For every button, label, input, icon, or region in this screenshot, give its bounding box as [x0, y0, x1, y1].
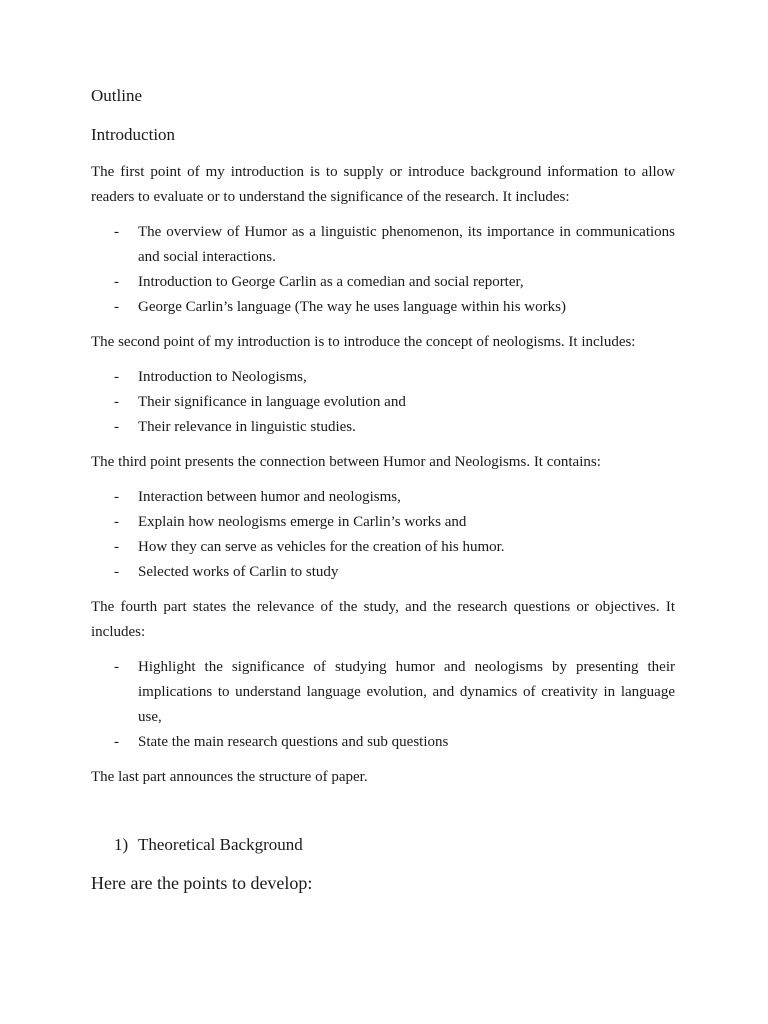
- outline-title: Outline: [91, 86, 142, 105]
- list-item: [91, 485, 675, 510]
- list-item-text: Introduction to George Carlin as a comedian and social reporter,: [138, 274, 524, 290]
- bullet-list-2: [91, 365, 675, 440]
- bullet-marker: -: [114, 274, 119, 290]
- list-item: [91, 560, 675, 585]
- list-item-text: Highlight the significance of studying humor and neologisms by presenting their implications to understand language evolution, and dynamics of creativity in language use,: [138, 659, 675, 725]
- list-item: [91, 270, 675, 295]
- bullet-marker: -: [114, 394, 119, 410]
- list-item-text: Selected works of Carlin to study: [138, 564, 339, 580]
- bullet-marker: -: [114, 299, 119, 315]
- list-item-text: Their relevance in linguistic studies.: [138, 419, 356, 435]
- list-item-text: Explain how neologisms emerge in Carlin’s works and: [138, 514, 467, 530]
- intro-paragraph-4: The fourth part states the relevance of the study, and the research questions or objectives. It includes:: [91, 599, 675, 640]
- list-item: [91, 730, 675, 755]
- bullet-list-1: [91, 220, 675, 320]
- section-heading-theoretical-background: [91, 833, 675, 857]
- list-item-text: Introduction to Neologisms,: [138, 369, 307, 385]
- bullet-marker: -: [114, 659, 119, 675]
- introduction-heading: Introduction: [91, 125, 176, 144]
- intro-paragraph-1: The first point of my introduction is to supply or introduce background information to allow readers to evaluate or to understand the significance of the research. It includes:: [91, 164, 675, 205]
- bullet-marker: -: [114, 564, 119, 580]
- section-number: 1): [114, 835, 129, 854]
- list-item: [91, 655, 675, 730]
- list-item-text: The overview of Humor as a linguistic phenomenon, its importance in communications and social interactions.: [138, 224, 675, 265]
- list-item-text: State the main research questions and sub questions: [138, 734, 449, 750]
- bullet-marker: -: [114, 539, 119, 555]
- bullet-marker: -: [114, 734, 119, 750]
- points-lead-text: Here are the points to develop:: [91, 873, 313, 893]
- bullet-marker: -: [114, 489, 119, 505]
- list-item: [91, 390, 675, 415]
- bullet-marker: -: [114, 514, 119, 530]
- list-item: [91, 220, 675, 270]
- bullet-list-3: [91, 485, 675, 585]
- bullet-marker: -: [114, 224, 119, 240]
- closing-paragraph: The last part announces the structure of paper.: [91, 769, 368, 785]
- bullet-marker: -: [114, 369, 119, 385]
- list-item-text: George Carlin’s language (The way he uses language within his works): [138, 299, 566, 315]
- list-item-text: How they can serve as vehicles for the creation of his humor.: [138, 539, 505, 555]
- intro-paragraph-2: The second point of my introduction is to introduce the concept of neologisms. It includes:: [91, 334, 636, 350]
- intro-paragraph-3: The third point presents the connection between Humor and Neologisms. It contains:: [91, 454, 601, 470]
- list-item-text: Their significance in language evolution and: [138, 394, 406, 410]
- list-item: [91, 415, 675, 440]
- document-page: [91, 84, 675, 895]
- section-title: Theoretical Background: [138, 835, 303, 854]
- section-spacer: [91, 800, 675, 833]
- bullet-marker: -: [114, 419, 119, 435]
- bullet-list-4: [91, 655, 675, 755]
- list-item: [91, 295, 675, 320]
- list-item-text: Interaction between humor and neologisms,: [138, 489, 401, 505]
- list-item: [91, 510, 675, 535]
- list-item: [91, 365, 675, 390]
- list-item: [91, 535, 675, 560]
